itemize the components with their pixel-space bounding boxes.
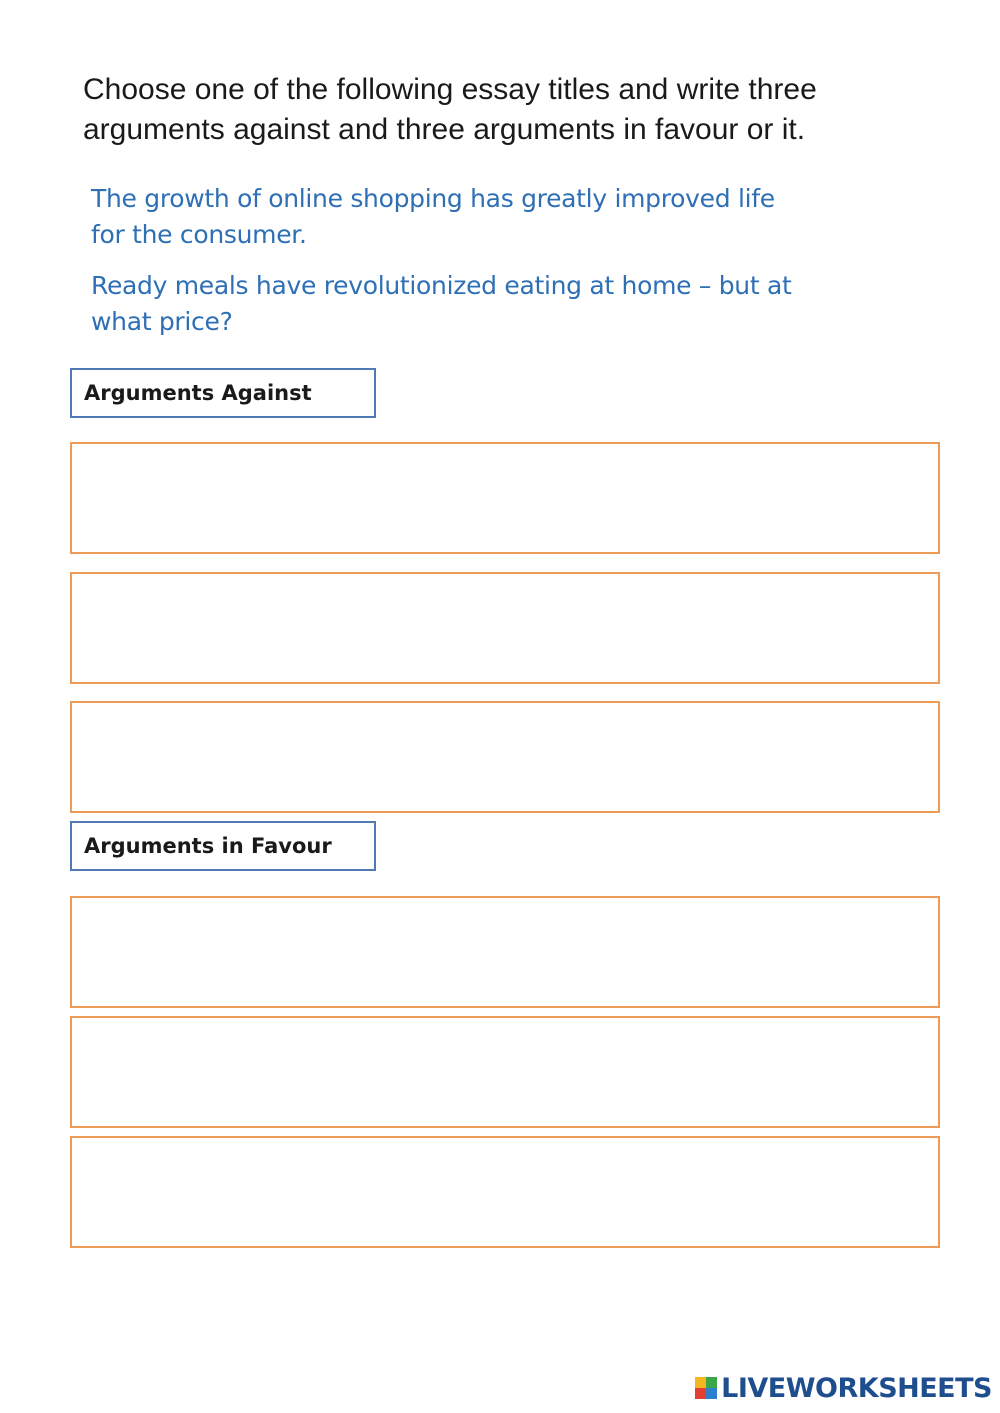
liveworksheets-brand <box>695 1373 992 1403</box>
argument-against-input[interactable] <box>70 442 940 554</box>
essay-title-option: The growth of online shopping has greatly improved life for the consumer. <box>91 184 775 249</box>
argument-against-input[interactable] <box>70 701 940 813</box>
arguments-against-label <box>70 368 376 418</box>
instructions-text: Choose one of the following essay titles and write three arguments against and three arguments in favour or it. <box>83 73 817 146</box>
argument-favour-input[interactable] <box>70 1136 940 1248</box>
argument-favour-input[interactable] <box>70 896 940 1008</box>
arguments-favour-label-text: Arguments in Favour <box>84 834 332 858</box>
arguments-favour-label <box>70 821 376 871</box>
liveworksheets-logo-icon <box>695 1377 717 1399</box>
argument-against-input[interactable] <box>70 572 940 684</box>
argument-favour-input[interactable] <box>70 1016 940 1128</box>
brand-name: LIVEWORKSHEETS <box>721 1372 992 1404</box>
arguments-against-label-text: Arguments Against <box>84 381 312 405</box>
essay-title-option: Ready meals have revolutionized eating at home – but at what price? <box>91 271 792 336</box>
